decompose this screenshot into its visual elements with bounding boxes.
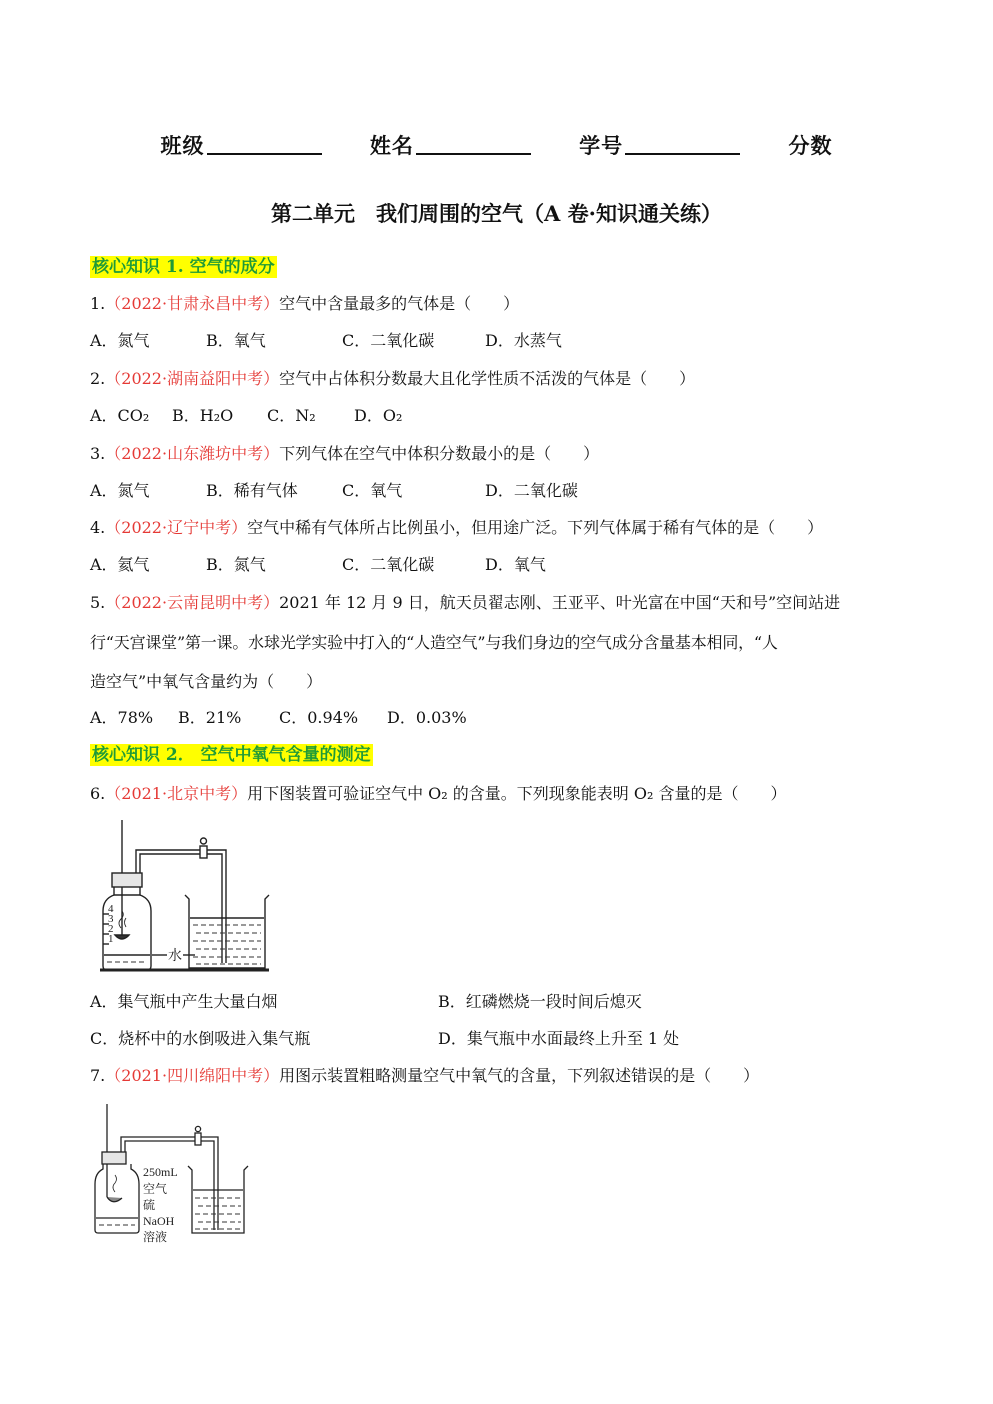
class-blank[interactable] [207,133,322,155]
question-3-options [90,480,578,502]
question-source: （2022·甘肃永昌中考） [105,294,280,313]
option-c[interactable]: C．烧杯中的水倒吸进入集气瓶 [90,1029,311,1048]
option-d[interactable]: D．氧气 [485,555,546,574]
class-field: 班级 [161,130,322,160]
question-5-line-2: 行“天宫课堂”第一课。水球光学实验中打入的“人造空气”与我们身边的空气成分含量基本相同，“人 [90,633,778,652]
question-source: （2021·四川绵阳中考） [105,1066,280,1085]
option-c[interactable]: C．氧气 [342,481,403,500]
name-field: 姓名 [370,130,531,160]
option-d[interactable]: D．水蒸气 [485,331,562,350]
question-1-options [90,330,562,352]
id-field: 学号 [579,130,740,160]
question-2-options [90,405,402,427]
score-field: 分数 [788,133,833,158]
option-b[interactable]: B．21% [178,708,242,727]
option-b[interactable]: B．氮气 [206,555,266,574]
air-label: 空气 [143,1182,168,1196]
name-blank[interactable] [416,133,531,155]
id-blank[interactable] [625,133,740,155]
question-5-options [90,707,467,729]
option-c[interactable]: C．二氧化碳 [342,331,435,350]
page-title: 第二单元 我们周围的空气（A 卷·知识通关练） [271,201,722,226]
section-heading-2: 核心知识 2． 空气中氧气含量的测定 [92,745,371,765]
question-1: 1.（2022·甘肃永昌中考）空气中含量最多的气体是（ ） [90,294,520,313]
option-c[interactable]: C．二氧化碳 [342,555,435,574]
question-2: 2.（2022·湖南益阳中考）空气中占体积分数最大且化学性质不活泼的气体是（ ） [90,369,696,388]
option-a[interactable]: A．氮气 [90,331,150,350]
option-b[interactable]: B．稀有气体 [206,481,298,500]
option-c[interactable]: C．N₂ [267,406,316,425]
question-3: 3.（2022·山东潍坊中考）下列气体在空气中体积分数最小的是（ ） [90,444,600,463]
question-4-options [90,554,546,576]
mark-1: 1 [108,933,114,945]
option-a[interactable]: A．78% [90,708,154,727]
mark-4: 4 [108,903,114,915]
q7-apparatus-figure [92,1102,252,1252]
question-5: 5.（2022·云南昆明中考）2021 年 12 月 9 日，航天员翟志刚、王亚平、叶光富在中国“天和号”空间站进 [90,593,841,612]
option-b[interactable]: B．氧气 [206,331,266,350]
option-d[interactable]: D．0.03% [387,708,467,727]
question-source: （2022·云南昆明中考） [105,593,280,612]
option-d[interactable]: D．O₂ [354,406,403,425]
option-b[interactable]: B．红磷燃烧一段时间后熄灭 [438,992,642,1011]
option-a[interactable]: A．集气瓶中产生大量白烟 [90,992,278,1011]
section-heading-1: 核心知识 1. 空气的成分 [92,257,275,277]
option-a[interactable]: A．氦气 [90,555,150,574]
option-a[interactable]: A．CO₂ [90,406,150,425]
question-source: （2022·辽宁中考） [105,518,248,537]
volume-label: 250mL [143,1165,178,1179]
mark-3: 3 [108,913,114,925]
water-label: 水 [168,949,182,964]
option-c[interactable]: C．0.94% [279,708,359,727]
student-info-header [0,130,993,160]
option-d[interactable]: D．集气瓶中水面最终上升至 1 处 [438,1029,680,1048]
naoh-label: NaOH [143,1214,175,1228]
question-5-line-3: 造空气”中氧气含量约为（ ） [90,672,323,691]
question-6-options-row-2 [90,1028,679,1050]
sulfur-label: 硫 [143,1198,156,1212]
question-4: 4.（2022·辽宁中考）空气中稀有气体所占比例虽小，但用途广泛。下列气体属于稀有气体的是（ ） [90,518,824,537]
question-6: 6.（2021·北京中考）用下图装置可验证空气中 O₂ 的含量。下列现象能表明 O₂ 含量的是（ ） [90,784,787,803]
question-source: （2021·北京中考） [105,784,248,803]
option-d[interactable]: D．二氧化碳 [485,481,578,500]
solution-label: 溶液 [143,1230,168,1244]
option-b[interactable]: B．H₂O [172,406,234,425]
option-a[interactable]: A．氮气 [90,481,150,500]
question-source: （2022·湖南益阳中考） [105,369,280,388]
mark-2: 2 [108,923,114,935]
question-7: 7.（2021·四川绵阳中考）用图示装置粗略测量空气中氧气的含量，下列叙述错误的是（ ） [90,1066,760,1085]
question-6-options-row-1 [90,991,642,1013]
q6-apparatus-figure [95,815,275,977]
question-source: （2022·山东潍坊中考） [105,444,280,463]
